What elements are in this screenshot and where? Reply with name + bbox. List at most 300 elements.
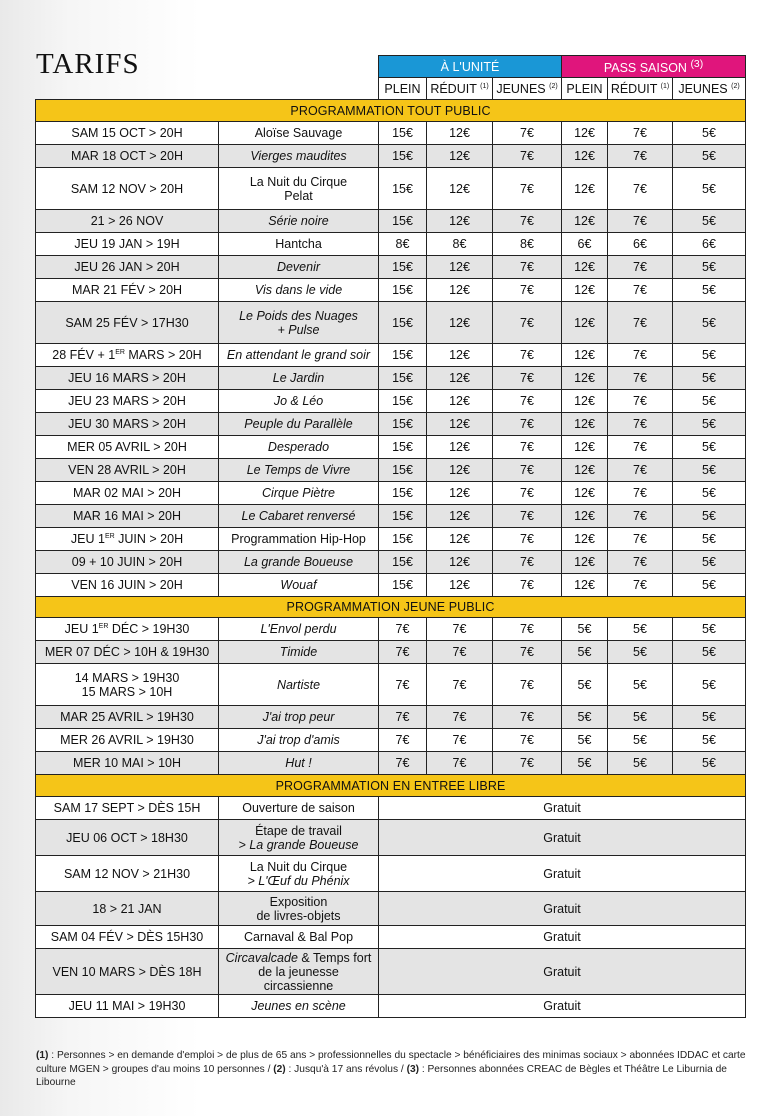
row-price: 5€ — [562, 729, 608, 752]
row-show: Vierges maudites — [219, 145, 379, 168]
footnote-2-label: (2) — [273, 1063, 286, 1075]
table-row — [36, 551, 746, 574]
row-price: 15€ — [379, 436, 427, 459]
header-jeunes-pass-label: JEUNES — [678, 81, 728, 96]
row-show: En attendant le grand soir — [219, 344, 379, 367]
row-price: 8€ — [427, 233, 493, 256]
row-price: 7€ — [379, 664, 427, 706]
table-row — [36, 949, 746, 995]
row-price: 6€ — [562, 233, 608, 256]
header-jeunes-label: JEUNES — [496, 81, 546, 96]
row-price: 7€ — [493, 279, 562, 302]
table-row — [36, 752, 746, 775]
row-price: 12€ — [427, 256, 493, 279]
row-free: Gratuit — [379, 820, 746, 856]
row-date: SAM 15 OCT > 20H — [36, 122, 219, 145]
section-heading: PROGRAMMATION EN ENTREE LIBRE — [36, 775, 746, 797]
row-show: Devenir — [219, 256, 379, 279]
header-plein-pass — [562, 78, 608, 100]
row-price: 7€ — [493, 528, 562, 551]
row-date: SAM 04 FÉV > DÈS 15H30 — [36, 926, 219, 949]
header-reduit-pass-label: RÉDUIT — [610, 81, 658, 96]
table-row — [36, 145, 746, 168]
row-price: 15€ — [379, 122, 427, 145]
table-row — [36, 168, 746, 210]
row-price: 15€ — [379, 279, 427, 302]
row-price: 12€ — [562, 279, 608, 302]
row-show: Carnaval & Bal Pop — [219, 926, 379, 949]
row-free: Gratuit — [379, 856, 746, 892]
row-price: 15€ — [379, 145, 427, 168]
row-price: 7€ — [608, 436, 673, 459]
table-row — [36, 482, 746, 505]
row-price: 6€ — [608, 233, 673, 256]
row-price: 5€ — [673, 344, 746, 367]
row-price: 7€ — [608, 574, 673, 597]
table-row — [36, 256, 746, 279]
row-price: 7€ — [608, 505, 673, 528]
row-date: MER 10 MAI > 10H — [36, 752, 219, 775]
table-row — [36, 706, 746, 729]
row-price: 12€ — [427, 459, 493, 482]
row-price: 7€ — [427, 664, 493, 706]
row-free: Gratuit — [379, 926, 746, 949]
row-price: 5€ — [673, 459, 746, 482]
row-free: Gratuit — [379, 995, 746, 1018]
row-price: 5€ — [673, 279, 746, 302]
row-show-line1-rest: & Temps fort — [297, 950, 372, 965]
row-price: 7€ — [493, 752, 562, 775]
table-row — [36, 820, 746, 856]
row-price: 12€ — [427, 302, 493, 344]
row-price: 7€ — [608, 551, 673, 574]
row-show: Le Poids des Nuages + Pulse — [219, 302, 379, 344]
row-price: 7€ — [427, 706, 493, 729]
table-row — [36, 797, 746, 820]
row-price: 7€ — [493, 551, 562, 574]
row-price: 7€ — [608, 367, 673, 390]
row-price: 7€ — [493, 390, 562, 413]
row-show: Jeunes en scène — [219, 995, 379, 1018]
row-price: 7€ — [493, 729, 562, 752]
row-show: Desperado — [219, 436, 379, 459]
row-price: 15€ — [379, 210, 427, 233]
row-show — [219, 820, 379, 856]
row-price: 15€ — [379, 256, 427, 279]
header-group-row — [36, 56, 746, 78]
row-price: 12€ — [562, 459, 608, 482]
row-date: JEU 19 JAN > 19H — [36, 233, 219, 256]
row-price: 12€ — [562, 551, 608, 574]
section-heading: PROGRAMMATION JEUNE PUBLIC — [36, 597, 746, 618]
row-show — [219, 949, 379, 995]
row-price: 5€ — [562, 641, 608, 664]
row-date: JEU 11 MAI > 19H30 — [36, 995, 219, 1018]
row-price: 7€ — [608, 528, 673, 551]
row-price: 5€ — [673, 302, 746, 344]
row-price: 7€ — [608, 210, 673, 233]
row-price: 12€ — [427, 413, 493, 436]
table-row — [36, 856, 746, 892]
table-row — [36, 210, 746, 233]
row-price: 7€ — [608, 122, 673, 145]
row-show: L'Envol perdu — [219, 618, 379, 641]
footnotes — [36, 1049, 748, 1090]
row-price: 7€ — [493, 413, 562, 436]
row-date: SAM 17 SEPT > DÈS 15H — [36, 797, 219, 820]
row-date-post: JUIN > 20H — [114, 532, 184, 546]
header-reduit-pass-note: (1) — [660, 82, 670, 90]
row-price: 7€ — [379, 618, 427, 641]
row-price: 12€ — [562, 482, 608, 505]
row-price: 5€ — [562, 752, 608, 775]
row-date: MAR 02 MAI > 20H — [36, 482, 219, 505]
row-price: 12€ — [562, 210, 608, 233]
row-price: 12€ — [427, 505, 493, 528]
row-show: La grande Boueuse — [219, 551, 379, 574]
tarifs-body — [36, 100, 746, 1018]
footnote-3-label: (3) — [406, 1063, 420, 1075]
table-row — [36, 413, 746, 436]
row-show: Hut ! — [219, 752, 379, 775]
section-heading-row — [36, 775, 746, 797]
row-price: 7€ — [493, 210, 562, 233]
table-row — [36, 344, 746, 367]
row-price: 5€ — [673, 551, 746, 574]
row-price: 7€ — [493, 436, 562, 459]
row-price: 5€ — [673, 752, 746, 775]
row-price: 15€ — [379, 344, 427, 367]
row-price: 15€ — [379, 168, 427, 210]
row-price: 7€ — [427, 618, 493, 641]
row-show-line2: > La grande Boueuse — [238, 837, 359, 852]
row-date-post: MARS > 20H — [124, 348, 202, 362]
row-price: 5€ — [673, 367, 746, 390]
header-reduit-label: RÉDUIT — [430, 81, 477, 96]
row-price: 7€ — [493, 122, 562, 145]
row-price: 5€ — [562, 664, 608, 706]
row-price: 12€ — [427, 122, 493, 145]
row-price: 7€ — [379, 641, 427, 664]
row-price: 5€ — [562, 618, 608, 641]
row-price: 12€ — [427, 574, 493, 597]
row-date — [36, 344, 219, 367]
header-plein-label: PLEIN — [384, 81, 421, 96]
row-show: Le Cabaret renversé — [219, 505, 379, 528]
header-reduit — [427, 78, 493, 100]
row-date: MER 26 AVRIL > 19H30 — [36, 729, 219, 752]
row-price: 7€ — [493, 145, 562, 168]
table-row — [36, 436, 746, 459]
row-price: 15€ — [379, 413, 427, 436]
row-price: 15€ — [379, 551, 427, 574]
row-price: 12€ — [562, 436, 608, 459]
row-price: 7€ — [608, 168, 673, 210]
row-show-line1: La Nuit du Cirque — [249, 859, 348, 874]
row-show: J'ai trop d'amis — [219, 729, 379, 752]
row-show: Peuple du Parallèle — [219, 413, 379, 436]
row-date: JEU 16 MARS > 20H — [36, 367, 219, 390]
row-date: MAR 16 MAI > 20H — [36, 505, 219, 528]
row-date: SAM 12 NOV > 21H30 — [36, 856, 219, 892]
row-free: Gratuit — [379, 892, 746, 926]
table-row — [36, 618, 746, 641]
row-show-line1: La Nuit du Cirque — [249, 174, 348, 189]
table-row — [36, 574, 746, 597]
page-title: TARIFS — [36, 48, 140, 80]
row-price: 12€ — [562, 168, 608, 210]
row-price: 12€ — [562, 413, 608, 436]
row-price: 7€ — [608, 145, 673, 168]
row-price: 12€ — [562, 145, 608, 168]
table-row — [36, 664, 746, 706]
row-date — [36, 618, 219, 641]
table-row — [36, 233, 746, 256]
row-price: 7€ — [608, 482, 673, 505]
table-row — [36, 892, 746, 926]
row-price: 12€ — [562, 367, 608, 390]
header-group-pass-note: (3) — [690, 58, 704, 70]
header-jeunes-pass — [673, 78, 746, 100]
row-price: 7€ — [493, 574, 562, 597]
row-price: 5€ — [673, 390, 746, 413]
row-price: 5€ — [608, 641, 673, 664]
header-reduit-pass — [608, 78, 673, 100]
row-price: 12€ — [427, 436, 493, 459]
row-price: 5€ — [608, 706, 673, 729]
table-row — [36, 641, 746, 664]
table-row — [36, 505, 746, 528]
row-free: Gratuit — [379, 797, 746, 820]
row-show: Vis dans le vide — [219, 279, 379, 302]
row-price: 7€ — [493, 367, 562, 390]
row-price: 5€ — [673, 574, 746, 597]
header-group-unite — [379, 56, 562, 78]
header-jeunes — [493, 78, 562, 100]
row-price: 5€ — [673, 528, 746, 551]
row-price: 5€ — [673, 168, 746, 210]
section-heading: PROGRAMMATION TOUT PUBLIC — [36, 100, 746, 122]
row-show: Wouaf — [219, 574, 379, 597]
row-price: 7€ — [608, 302, 673, 344]
row-price: 7€ — [379, 729, 427, 752]
row-date: SAM 25 FÉV > 17H30 — [36, 302, 219, 344]
row-price: 5€ — [673, 729, 746, 752]
header-reduit-note: (1) — [480, 82, 489, 90]
row-price: 7€ — [379, 752, 427, 775]
row-price: 7€ — [493, 618, 562, 641]
row-price: 7€ — [427, 641, 493, 664]
row-show: Aloïse Sauvage — [219, 122, 379, 145]
table-row — [36, 528, 746, 551]
row-price: 12€ — [427, 168, 493, 210]
row-date-sup: ER — [104, 533, 115, 540]
row-price: 5€ — [608, 618, 673, 641]
row-price: 12€ — [427, 390, 493, 413]
row-date: 09 + 10 JUIN > 20H — [36, 551, 219, 574]
row-price: 7€ — [493, 706, 562, 729]
row-show: Hantcha — [219, 233, 379, 256]
row-price: 7€ — [427, 729, 493, 752]
footnote-1-text: : Personnes > en demande d'emploi > de plus de 65 ans > professionnelles du spectacle > bénéficiaires des minimas sociaux > abonnées IDDAC et carte culture MGEN > groupes d'au moins 10 personnes / — [36, 1050, 746, 1075]
header-group-unite-label: À L'UNITÉ — [440, 59, 500, 74]
row-date: VEN 16 JUIN > 20H — [36, 574, 219, 597]
header-sub-row — [36, 78, 746, 100]
row-show: Le Jardin — [219, 367, 379, 390]
row-price: 6€ — [673, 233, 746, 256]
row-date: JEU 30 MARS > 20H — [36, 413, 219, 436]
row-price: 12€ — [562, 574, 608, 597]
row-price: 7€ — [608, 279, 673, 302]
footnote-2-text: : Jusqu'à 17 ans révolus / — [285, 1063, 407, 1075]
row-price: 7€ — [608, 390, 673, 413]
row-price: 7€ — [608, 344, 673, 367]
row-date — [36, 528, 219, 551]
row-price: 5€ — [673, 482, 746, 505]
row-date-sup: ER — [115, 349, 125, 356]
row-date: 21 > 26 NOV — [36, 210, 219, 233]
row-date: JEU 26 JAN > 20H — [36, 256, 219, 279]
row-price: 8€ — [379, 233, 427, 256]
row-price: 7€ — [493, 664, 562, 706]
header-group-pass — [562, 56, 746, 78]
table-row — [36, 122, 746, 145]
row-price: 12€ — [427, 482, 493, 505]
row-price: 5€ — [673, 413, 746, 436]
row-price: 7€ — [493, 302, 562, 344]
row-price: 5€ — [673, 618, 746, 641]
row-price: 15€ — [379, 574, 427, 597]
row-price: 12€ — [562, 256, 608, 279]
row-date: MAR 21 FÉV > 20H — [36, 279, 219, 302]
row-date: MER 07 DÉC > 10H & 19H30 — [36, 641, 219, 664]
row-show: Nartiste — [219, 664, 379, 706]
table-row — [36, 459, 746, 482]
table-row — [36, 302, 746, 344]
header-group-pass-label: PASS SAISON — [603, 61, 687, 76]
row-price: 15€ — [379, 459, 427, 482]
header-jeunes-pass-note: (2) — [731, 82, 740, 90]
row-price: 5€ — [673, 505, 746, 528]
row-price: 5€ — [673, 706, 746, 729]
row-show-line1: Circavalcade — [225, 950, 298, 965]
row-date-pre: JEU 1 — [70, 532, 105, 546]
row-date: JEU 06 OCT > 18H30 — [36, 820, 219, 856]
row-price: 12€ — [427, 367, 493, 390]
row-date: MAR 25 AVRIL > 19H30 — [36, 706, 219, 729]
row-price: 12€ — [427, 210, 493, 233]
row-show-line2: Pelat — [284, 188, 313, 203]
row-date: VEN 28 AVRIL > 20H — [36, 459, 219, 482]
row-free: Gratuit — [379, 949, 746, 995]
row-price: 15€ — [379, 482, 427, 505]
row-show: Ouverture de saison — [219, 797, 379, 820]
row-price: 5€ — [673, 145, 746, 168]
row-price: 7€ — [427, 752, 493, 775]
row-show: J'ai trop peur — [219, 706, 379, 729]
row-price: 12€ — [562, 390, 608, 413]
row-show: Série noire — [219, 210, 379, 233]
row-price: 5€ — [673, 256, 746, 279]
table-row — [36, 279, 746, 302]
section-heading-row — [36, 100, 746, 122]
row-show: Le Temps de Vivre — [219, 459, 379, 482]
row-price: 7€ — [379, 706, 427, 729]
row-date-pre: 28 FÉV + 1 — [52, 348, 116, 362]
row-price: 12€ — [562, 505, 608, 528]
row-show-line2: de la jeunesse circassienne — [258, 964, 339, 993]
row-price: 8€ — [493, 233, 562, 256]
row-price: 7€ — [493, 459, 562, 482]
row-price: 15€ — [379, 367, 427, 390]
row-price: 7€ — [608, 413, 673, 436]
row-date: MAR 18 OCT > 20H — [36, 145, 219, 168]
row-price: 5€ — [673, 641, 746, 664]
row-price: 7€ — [608, 459, 673, 482]
row-price: 7€ — [493, 505, 562, 528]
row-date-post: DÉC > 19H30 — [108, 622, 190, 636]
row-price: 5€ — [673, 436, 746, 459]
row-price: 15€ — [379, 390, 427, 413]
header-jeunes-note: (2) — [549, 82, 558, 90]
row-show-line1: Étape de travail — [255, 823, 342, 838]
table-row — [36, 926, 746, 949]
row-price: 7€ — [493, 256, 562, 279]
row-date: SAM 12 NOV > 20H — [36, 168, 219, 210]
row-date: 18 > 21 JAN — [36, 892, 219, 926]
row-price: 12€ — [427, 528, 493, 551]
row-show: Exposition de livres-objets — [219, 892, 379, 926]
row-show — [219, 856, 379, 892]
row-price: 15€ — [379, 302, 427, 344]
row-show: Timide — [219, 641, 379, 664]
row-price: 15€ — [379, 505, 427, 528]
tarifs-table — [35, 55, 746, 1018]
header-blank — [36, 56, 379, 78]
table-row — [36, 367, 746, 390]
row-show: Jo & Léo — [219, 390, 379, 413]
footnote-3-text: : Personnes abonnées CREAC de Bègles et Théâtre Le Liburnia de Libourne — [36, 1063, 727, 1088]
row-price: 7€ — [493, 168, 562, 210]
header-blank-2 — [36, 78, 379, 100]
row-price: 12€ — [562, 302, 608, 344]
row-date-sup: ER — [98, 623, 109, 630]
row-show: Cirque Piètre — [219, 482, 379, 505]
row-price: 5€ — [608, 752, 673, 775]
row-date: JEU 23 MARS > 20H — [36, 390, 219, 413]
row-show — [219, 168, 379, 210]
row-price: 5€ — [562, 706, 608, 729]
row-date-pre: JEU 1 — [64, 622, 99, 636]
row-price: 5€ — [673, 664, 746, 706]
row-price: 12€ — [562, 344, 608, 367]
row-price: 12€ — [427, 551, 493, 574]
row-price: 12€ — [427, 145, 493, 168]
row-price: 12€ — [427, 279, 493, 302]
header-plein-pass-label: PLEIN — [566, 81, 603, 96]
row-price: 7€ — [608, 256, 673, 279]
row-price: 7€ — [493, 344, 562, 367]
section-heading-row — [36, 597, 746, 618]
row-price: 12€ — [562, 528, 608, 551]
row-price: 12€ — [427, 344, 493, 367]
row-price: 7€ — [493, 482, 562, 505]
table-row — [36, 390, 746, 413]
footnote-1-label: (1) — [36, 1050, 49, 1061]
table-row — [36, 729, 746, 752]
row-date: MER 05 AVRIL > 20H — [36, 436, 219, 459]
row-price: 12€ — [562, 122, 608, 145]
